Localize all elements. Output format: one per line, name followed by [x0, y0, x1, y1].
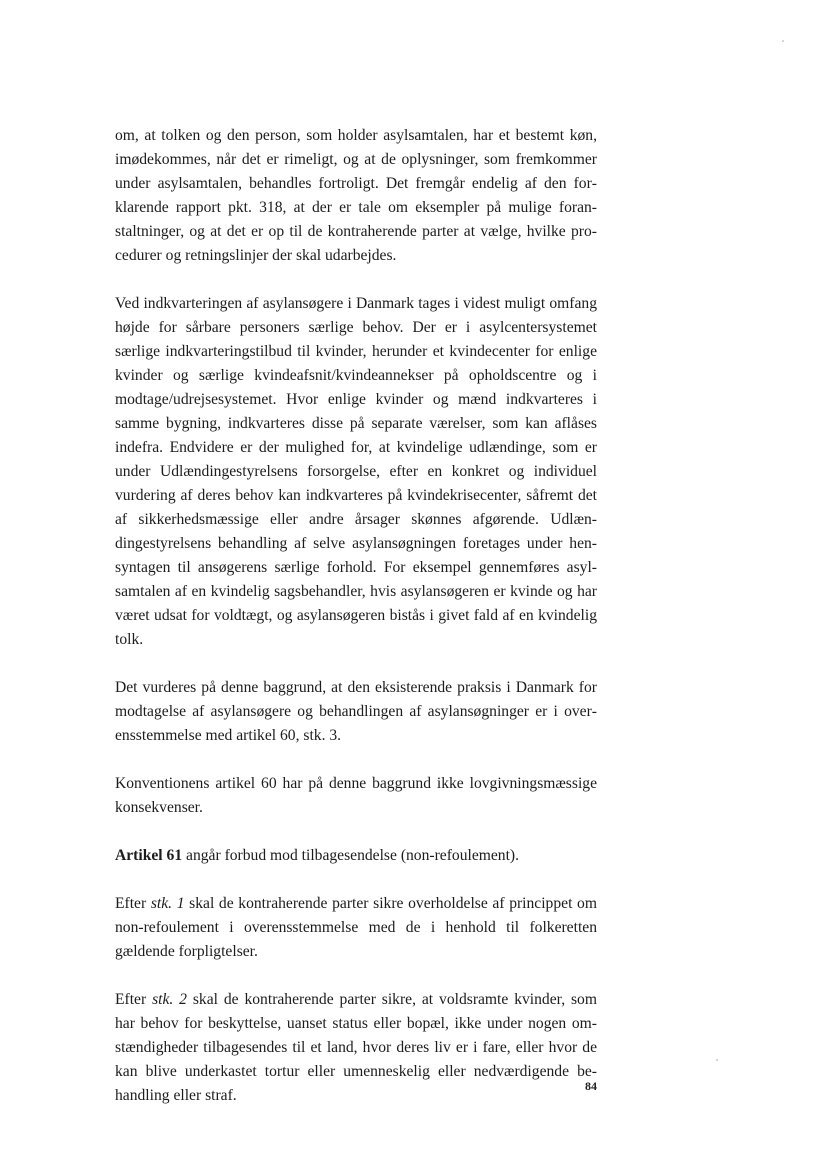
paragraph-text: Ved indkvarteringen af asylansøgere i Danmark tages i videst muligt omfang højde for sårbare personers særlige behov. Der er i asylcentersystemet særlige indkvarteringstilbud til kvinder, herunder et kvindecenter for enlige kvinder og særlige kvindeafsnit/kvindeannekser på opholdscentre og i modtage/udrejsesystemet. Hvor enlige kvinder og mænd indkvarteres i samme bygning, indkvarteres disse på separate værelser, som kan aflåses indefra. Endvidere er der mulighed for, at kvindelige udlændinge, som er under Udlændingestyrelsens forsorgelse, efter en konkret og individuel vurdering af deres behov kan indkvarteres på kvindekrisecenter, såfremt det af sikkerhedsmæssige eller andre årsager skønnes afgørende. Udlændingestyrelsens behandling af selve asylansøgningen foretages under hensyntagen til ansøgerens særlige forhold. For eksempel gennemføres asylsamtalen af en kvindelig sagsbehandler, hvis asylansøgeren er kvinde og har været udsat for voldtægt, og asylansøgeren bistås i givet fald af en kvindelig tolk.: [115, 295, 597, 648]
paragraph-text: om, at tolken og den person, som holder asylsamtalen, har et bestemt køn, imødekommes, når det er rimeligt, og at de oplysninger, som fremkommer under asylsamtalen, behandles fortroligt. Det fremgår endelig af den forklarende rapport pkt. 318, at der er tale om eksempler på mulige foranstaltninger, og at det er op til de kontraherende parter at vælge, hvilke procedurer og retningslinjer der skal udarbejdes.: [115, 127, 597, 264]
paragraph-text: skal de kontraherende parter sikre, at voldsramte kvinder, som har behov for beskyttelse, uanset status eller bopæl, ikke under nogen omstændigheder tilbagesendes til et land, hvor deres liv er i fare, eller hvor de kan blive underkastet tortur eller umenneskelig eller nedværdigende behandling eller straf.: [115, 991, 597, 1104]
scan-speck: [716, 1059, 718, 1061]
paragraph: [115, 844, 597, 868]
body-text: [115, 124, 597, 1108]
paragraph: [115, 292, 597, 652]
paragraph: [115, 676, 597, 748]
paragraph: [115, 988, 597, 1108]
paragraph-text: Det vurderes på denne baggrund, at den eksisterende praksis i Danmark for modtagelse af asylansøgere og behandlingen af asylansøgninger er i overensstemmelse med artikel 60, stk. 3.: [115, 679, 597, 744]
subsection-reference: stk. 2: [152, 991, 187, 1008]
subsection-reference: stk. 1: [150, 895, 185, 912]
article-heading: Artikel 61: [115, 847, 183, 864]
scan-speck: [782, 40, 784, 42]
paragraph-text: skal de kontraherende parter sikre overholdelse af princippet om non-refoulement i overensstemmelse med de i henhold til folkeretten gældende forpligtelser.: [115, 895, 597, 960]
paragraph-text: Efter: [115, 991, 153, 1008]
paragraph: [115, 772, 597, 820]
paragraph-text: angår forbud mod tilbagesendelse (non-refoulement).: [182, 847, 520, 864]
paragraph-text: Konventionens artikel 60 har på denne baggrund ikke lovgivningsmæssige konsekvenser.: [115, 775, 597, 816]
page-number: 84: [585, 1079, 597, 1093]
paragraph: [115, 892, 597, 964]
paragraph-text: Efter: [115, 895, 151, 912]
paragraph: [115, 124, 597, 268]
